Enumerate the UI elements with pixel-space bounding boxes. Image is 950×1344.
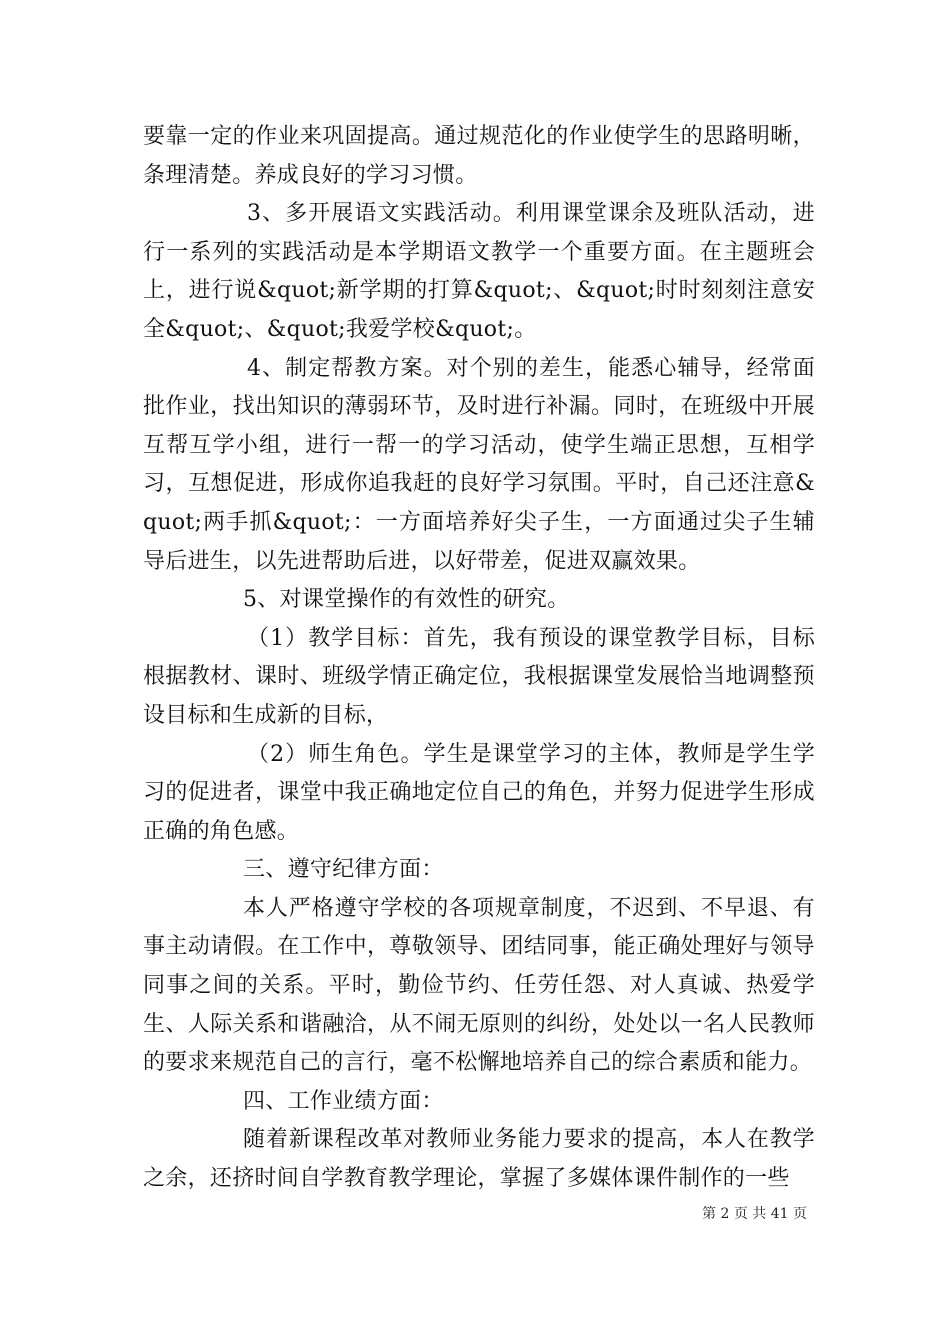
section-heading-achievements: 四、工作业绩方面： [243, 1088, 444, 1114]
paragraph-discipline: 本人严格遵守学校的各项规章制度，不迟到、不早退、有事主动请假。在工作中，尊敬领导、团结同事，能正确处理好与领导同事之间的关系。平时，勤俭节约、任劳任怨、对人真诚、热爱学生、人际关系和谐融洽，从不闹无原则的纠纷，处处以一名人民教师的要求来规范自己的言行，毫不松懈地培养自己的综合素质和能力。 [143, 895, 815, 1076]
paragraph-continuation: 要靠一定的作业来巩固提高。通过规范化的作业使学生的思路明晰，条理清楚。养成良好的学习习惯。 [143, 124, 815, 188]
paragraph-practice-activities: 3、多开展语文实践活动。利用课堂课余及班队活动，进行一系列的实践活动是本学期语文教学一个重要方面。在主题班会上，进行说&quot;新学期的打算&quot;、&quot;时时刻刻注意安全&quot;、&quot;我爱学校&quot;。 [143, 201, 815, 342]
paragraph-achievements: 随着新课程改革对教师业务能力要求的提高，本人在教学之余，还挤时间自学教育教学理论，掌握了多媒体课件制作的一些 [143, 1127, 815, 1192]
document-body [143, 118, 815, 1199]
page-number-footer: 第 2 页 共 41 页 [702, 1206, 807, 1222]
paragraph-tutoring-plan: 4、制定帮教方案。对个别的差生，能悉心辅导，经常面批作业，找出知识的薄弱环节，及时进行补漏。同时，在班级中开展互帮互学小组，进行一帮一的学习活动，使学生端正思想，互相学习，互想促进，形成你追我赶的良好学习氛围。平时，自己还注意&quot;两手抓&quot;：一方面培养好尖子生，一方面通过尖子生辅导后进生，以先进帮助后进，以好带差，促进双赢效果。 [143, 355, 815, 574]
paragraph-teacher-student-roles: （2）师生角色。学生是课堂学习的主体，教师是学生学习的促进者，课堂中我正确地定位自己的角色，并努力促进学生形成正确的角色感。 [143, 741, 815, 844]
paragraph-classroom-research: 5、对课堂操作的有效性的研究。 [243, 587, 570, 613]
paragraph-teaching-goals: （1）教学目标：首先，我有预设的课堂教学目标，目标根据教材、课时、班级学情正确定位，我根据课堂发展恰当地调整预设目标和生成新的目标， [143, 625, 815, 728]
section-heading-discipline: 三、遵守纪律方面： [243, 857, 444, 883]
